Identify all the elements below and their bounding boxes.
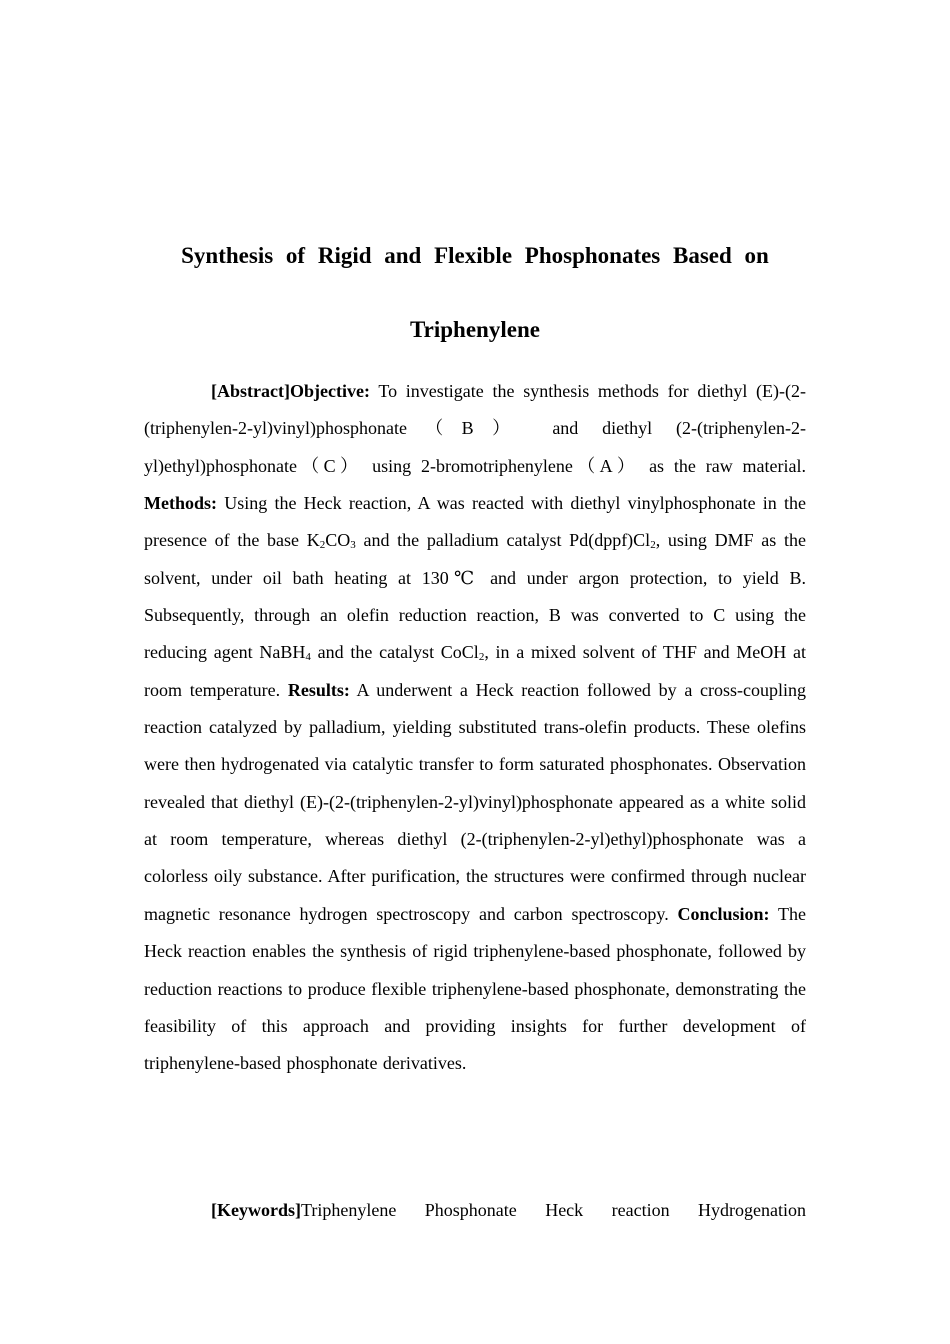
- conclusion-label: Conclusion:: [677, 903, 770, 924]
- methods-text: CO: [325, 530, 351, 551]
- keywords-text: Triphenylene Phosphonate Heck reaction Hydrogenation: [300, 1200, 806, 1220]
- objective-text: To investigate the synthesis methods for diethyl (E)-(2-(triphenylen-2-yl)vinyl)phosphonate（B） and diethyl (2-(triphenylen-2-yl)ethyl)phosphonate（C） using 2-bromotriphenylene（A） as the raw material.: [144, 381, 806, 476]
- abstract-label: [Abstract]: [211, 381, 290, 401]
- methods-text: Using the Heck reaction, A was reacted with diethyl vinylphosphonate in the presence of the base K: [144, 493, 806, 551]
- objective-label: Objective:: [289, 381, 370, 401]
- methods-text: , using DMF as the solvent, under oil bath heating at 130℃ and under argon protection, to yield B. Subsequently, through an olefin reduction reaction, B was converted to C using the reducing agent NaBH: [144, 530, 806, 663]
- conclusion-text: The Heck reaction enables the synthesis of rigid triphenylene-based phosphonate, followed by reduction reactions to produce flexible triphenylene-based phosphonate, demonstrating the feasibility of this approach and providing insights for further development of triphenylene-based phosphonate derivatives.: [144, 903, 806, 1074]
- subscript: 2: [478, 651, 485, 664]
- subscript: 3: [350, 539, 356, 552]
- paper-title: Synthesis of Rigid and Flexible Phosphonates Based on Triphenylene: [181, 243, 769, 342]
- abstract-paragraph: [144, 373, 806, 1083]
- results-text: A underwent a Heck reaction followed by a cross-coupling reaction catalyzed by palladium, yielding substituted trans-olefin products. These olefins were then hydrogenated via catalytic transfer to form saturated phosphonates. Observation revealed that diethyl (E)-(2-(triphenylen-2-yl)vinyl)phosphonate appeared as a white solid at room temperature, whereas diethyl (2-(triphenylen-2-yl)ethyl)phosphonate was a colorless oily substance. After purification, the structures were confirmed through nuclear magnetic resonance hydrogen spectroscopy and carbon spectroscopy.: [144, 679, 806, 924]
- keywords-paragraph: [144, 1192, 806, 1229]
- methods-label: Methods:: [144, 493, 217, 514]
- methods-text: and the catalyst CoCl: [310, 642, 479, 663]
- methods-text: and the palladium catalyst Pd(dppf)Cl: [355, 530, 651, 551]
- subscript: 2: [650, 539, 656, 552]
- results-label: Results:: [287, 679, 350, 700]
- methods-text: , in a mixed solvent of THF and MeOH at room temperature.: [144, 642, 807, 700]
- keywords-label: [Keywords]: [211, 1200, 301, 1220]
- subscript: 2: [319, 539, 326, 552]
- subscript: 4: [305, 651, 311, 664]
